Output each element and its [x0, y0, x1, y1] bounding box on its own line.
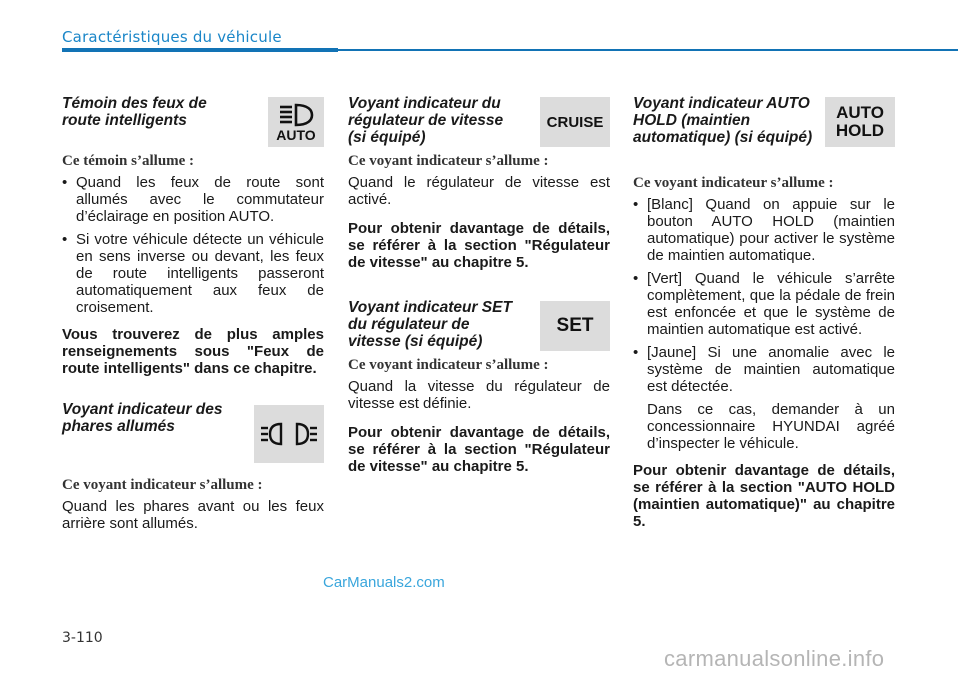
section-title: Voyant indicateur du régulateur de vitesse (si équipé)	[348, 95, 504, 146]
reference-note: Pour obtenir davantage de détails, se référer à la section "Régulateur de vitesse" au chapitre 5.	[348, 424, 610, 475]
auto-label: AUTO	[276, 127, 316, 143]
auto-high-beam-icon	[268, 97, 324, 147]
list-item: • [Jaune] Si une anomalie avec le système de maintien automatique est détectée.	[633, 344, 895, 395]
header-rule-thin	[338, 49, 958, 51]
high-beam-lamp-icon	[277, 102, 315, 128]
set-icon	[540, 301, 610, 351]
auto-hold-label-1: AUTO	[836, 103, 884, 122]
section-intelligent-high-beam	[62, 95, 324, 377]
set-label: SET	[556, 315, 594, 336]
section-headlamps-on	[62, 401, 324, 532]
lead-text: Ce voyant indicateur s’allume :	[62, 477, 263, 493]
bullet-list	[62, 174, 324, 316]
tail-lamp-icon	[259, 421, 319, 447]
body-text: Quand la vitesse du régulateur de vitesse est définie.	[348, 378, 610, 412]
header-rule-thick	[62, 48, 338, 52]
lead-text: Ce voyant indicateur s’allume :	[348, 357, 549, 373]
lead-text: Ce voyant indicateur s’allume :	[348, 153, 549, 169]
sub-paragraph: Dans ce cas, demander à un concessionnaire HYUNDAI agréé d’inspecter le véhicule.	[647, 401, 895, 452]
lead-text: Ce voyant indicateur s’allume :	[633, 175, 834, 191]
cruise-label: CRUISE	[546, 113, 604, 131]
list-item: • Quand les feux de route sont allumés avec le commutateur d’éclairage en position AUTO.	[62, 174, 324, 225]
page-number: 3-110	[62, 630, 103, 646]
section-title: Voyant indicateur AUTO HOLD (maintien automatique) (si équipé)	[633, 95, 813, 146]
watermark-link[interactable]: CarManuals2.com	[323, 574, 445, 591]
column-2	[348, 95, 610, 481]
body-text: Quand le régulateur de vitesse est activé.	[348, 174, 610, 208]
section-title: Voyant indicateur des phares allumés	[62, 401, 223, 435]
list-item: • Si votre véhicule détecte un véhicule en sens inverse ou devant, les feux de route intelligents passeront automatiquement aux feux de croisement.	[62, 231, 324, 316]
bullet-list	[633, 196, 895, 395]
reference-note: Pour obtenir davantage de détails, se référer à la section "Régulateur de vitesse" au chapitre 5.	[348, 220, 610, 271]
column-1	[62, 95, 324, 538]
section-auto-hold	[633, 95, 895, 530]
section-cruise-set	[348, 299, 610, 475]
section-header-title: Caractéristiques du véhicule	[62, 28, 282, 46]
footer-site-watermark: carmanualsonline.info	[664, 646, 885, 671]
headlamp-icon	[254, 405, 324, 463]
auto-hold-icon	[825, 97, 895, 147]
section-title: Témoin des feux de route intelligents	[62, 95, 207, 129]
section-cruise	[348, 95, 610, 271]
list-item: • [Blanc] Quand on appuie sur le bouton AUTO HOLD (maintien automatique) pour activer le système de maintien automatique.	[633, 196, 895, 264]
lead-text: Ce témoin s’allume :	[62, 153, 195, 169]
reference-note: Vous trouverez de plus amples renseignements sous "Feux de route intelligents" dans ce chapitre.	[62, 326, 324, 377]
section-title: Voyant indicateur SET du régulateur de vitesse (si équipé)	[348, 299, 512, 350]
body-text: Quand les phares avant ou les feux arrière sont allumés.	[62, 498, 324, 532]
column-3	[633, 95, 895, 536]
auto-hold-label-2: HOLD	[835, 121, 885, 140]
cruise-icon	[540, 97, 610, 147]
list-item: • [Vert] Quand le véhicule s’arrête complètement, que la pédale de frein est enfoncée et que le système de maintien automatique est activé.	[633, 270, 895, 338]
reference-note: Pour obtenir davantage de détails, se référer à la section "AUTO HOLD (maintien automatique)" au chapitre 5.	[633, 462, 895, 530]
